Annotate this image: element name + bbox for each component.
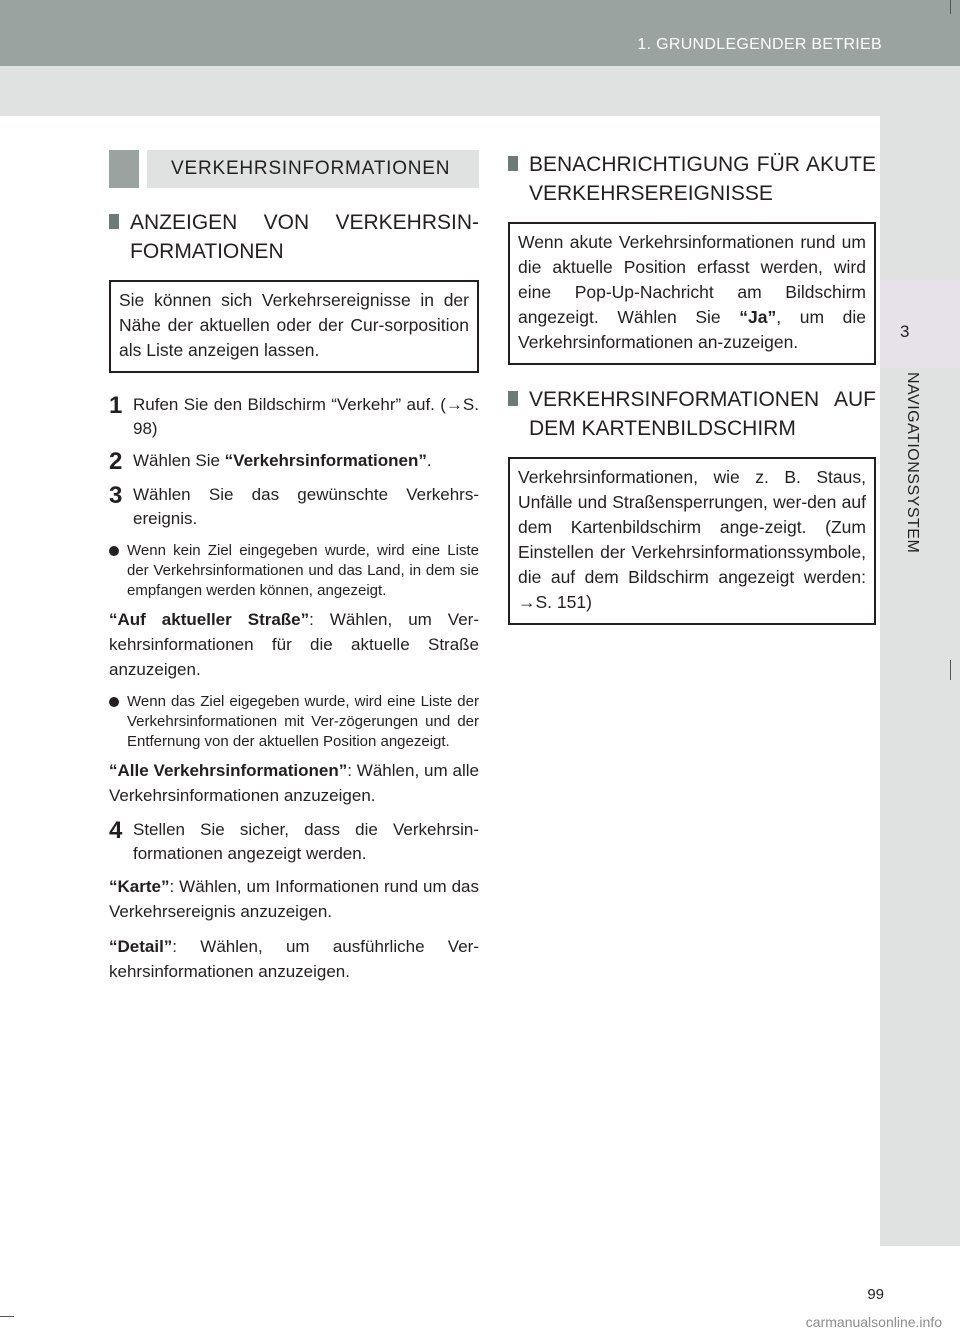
- sub-heading-text: VERKEHRSINFORMATIONEN AUF DEM KARTENBILDSCHIRM: [529, 388, 876, 440]
- watermark: carmanualsonline.info: [805, 1314, 942, 1330]
- sub-heading-text: ANZEIGEN VON VERKEHRSIN-FORMATIONEN: [130, 211, 479, 263]
- step-text: Wählen Sie das gewünschte Verkehrs-ereignis.: [133, 485, 479, 528]
- header-band: [0, 0, 960, 66]
- step-3: [109, 483, 479, 531]
- header-subband: [0, 66, 960, 116]
- option-name: “Auf aktueller Straße”: [109, 610, 310, 629]
- option-description: [109, 934, 479, 984]
- step-number: 3: [109, 482, 123, 509]
- note-bullet: [109, 541, 479, 601]
- crop-mark: [0, 1316, 14, 1317]
- sub-heading: [109, 208, 479, 266]
- option-description: [109, 874, 479, 924]
- option-text: : Wählen, um Informationen rund um das Verkehrsereignis anzuzeigen.: [109, 877, 479, 921]
- step-text-pre: Wählen Sie: [133, 451, 225, 470]
- intro-box: Sie können sich Verkehrsereignisse in der Nähe der aktuellen oder der Cur-sorposition als Liste anzeigen lassen.: [109, 280, 479, 373]
- section-header: [109, 150, 479, 190]
- option-name: “Alle Verkehrsinformationen”: [109, 761, 348, 780]
- bullet-dot-icon: [109, 546, 119, 556]
- option-description: [109, 607, 479, 682]
- step-text-bold: “Verkehrsinformationen”: [224, 451, 427, 470]
- note-text: Wenn kein Ziel eingegeben wurde, wird eine Liste der Verkehrsinformationen und das Land, in dem sie empfangen werden können, angezeigt.: [127, 542, 479, 599]
- square-bullet-icon: [508, 391, 518, 406]
- option-name: “Karte”: [109, 877, 170, 896]
- option-name: “Detail”: [109, 937, 173, 956]
- sub-heading-text: BENACHRICHTIGUNG FÜR AKUTE VERKEHRSEREIGNISSE: [529, 153, 876, 205]
- crop-mark: [950, 0, 951, 14]
- step-1: [109, 393, 479, 441]
- chapter-number: 3: [900, 322, 910, 341]
- square-bullet-icon: [508, 156, 518, 171]
- info-box-text: Wenn akute Verkehrsinformationen rund um die aktuelle Position erfasst werden, wird eine Pop-Up-Nachricht am Bildschirm angezeigt. Wählen Sie: [518, 232, 866, 327]
- info-box: Verkehrsinformationen, wie z. B. Staus, Unfälle und Straßensperrungen, wer-den auf dem Kartenbildschirm ange-zeigt. (Zum Einstellen der Verkehrsinformationssymbole, die auf dem Bildschirm angezeigt werden: →S. 151): [508, 457, 876, 625]
- step-4: [109, 818, 479, 866]
- option-text: : Wählen, um alle Verkehrsinformationen anzuzeigen.: [109, 761, 479, 805]
- right-column: [508, 150, 876, 645]
- step-number: 2: [109, 448, 123, 475]
- section-header-square: [109, 150, 139, 188]
- info-box-bold: “Ja”: [739, 307, 777, 327]
- crop-mark: [950, 660, 951, 680]
- option-text: : Wählen, um ausführliche Ver-kehrsinformationen anzuzeigen.: [109, 937, 479, 981]
- info-box-text-end: , um die Verkehrsinformationen an-zuzeigen.: [518, 307, 867, 352]
- step-number: 4: [109, 817, 123, 844]
- chapter-title: 1. GRUNDLEGENDER BETRIEB: [637, 36, 882, 53]
- sub-heading: [508, 385, 876, 443]
- info-box: [508, 222, 876, 365]
- step-2: [109, 449, 479, 475]
- sub-heading: [508, 150, 876, 208]
- page-number: 99: [867, 1286, 884, 1303]
- bullet-dot-icon: [109, 697, 119, 707]
- section-title: VERKEHRSINFORMATIONEN: [147, 150, 479, 188]
- step-number: 1: [109, 392, 123, 419]
- option-description: [109, 758, 479, 808]
- left-column: [109, 150, 479, 994]
- chapter-side-label: NAVIGATIONSSYSTEM: [904, 372, 921, 554]
- note-bullet: [109, 692, 479, 752]
- chapter-tab: [880, 280, 960, 368]
- step-text-post: .: [426, 451, 432, 470]
- note-text: Wenn das Ziel eigegeben wurde, wird eine Liste der Verkehrsinformationen mit Ver-zögerungen und der Entfernung von der aktuellen Position angezeigt.: [127, 693, 479, 750]
- step-text: Stellen Sie sicher, dass die Verkehrsin-formationen angezeigt werden.: [133, 820, 479, 863]
- option-text: : Wählen, um Ver-kehrsinformationen für die aktuelle Straße anzuzeigen.: [109, 610, 479, 679]
- step-text: [133, 449, 432, 473]
- step-text: Rufen Sie den Bildschirm “Verkehr” auf. (→S. 98): [133, 395, 479, 438]
- square-bullet-icon: [109, 214, 119, 229]
